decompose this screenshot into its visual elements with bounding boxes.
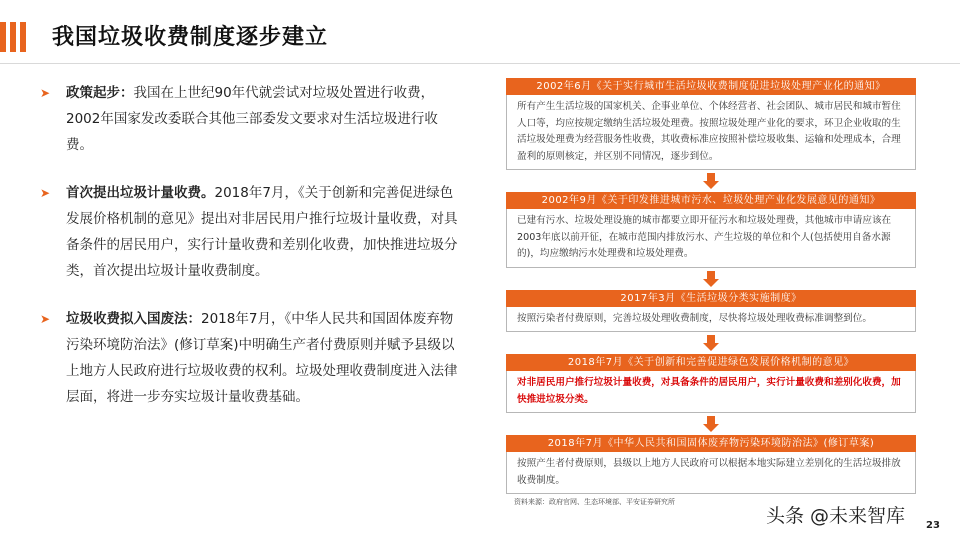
header-divider — [0, 63, 960, 64]
page-number: 23 — [926, 520, 940, 531]
timeline-step-body-highlight: 对非居民用户推行垃圾计量收费，对具备条件的居民用户，实行计量收费和差别化收费，加快推进垃圾分类。 — [506, 371, 916, 413]
down-arrow-icon — [506, 170, 916, 192]
bullet-item — [40, 180, 458, 284]
bullet-text: 2018年7月，《关于创新和完善促进绿色发展价格机制的意见》提出对非居民用户推行垃圾计量收费，对具备条件的居民用户，实行计量收费和差别化收费，加快推进垃圾分类，首次提出垃圾计量收费制度。 — [66, 185, 458, 279]
timeline-step-header: 2017年3月《生活垃圾分类实施制度》 — [506, 290, 916, 307]
page-title: 我国垃圾收费制度逐步建立 — [52, 25, 329, 50]
timeline-step — [506, 435, 916, 494]
timeline-step — [506, 78, 916, 170]
timeline-step-body: 所有产生生活垃圾的国家机关、企事业单位、个体经营者、社会团队、城市居民和城市暂住人口等，均应按规定缴纳生活垃圾处理费。按照垃圾处理产业化的要求，环卫企业收取的生活垃圾处理费为经营服务性收费，其收费标准应按照补偿垃圾收集、运输和处理成本，合理盈利的原则核定，并区别不同情况，逐步到位。 — [506, 95, 916, 170]
timeline-step-body: 按照产生者付费原则，县级以上地方人民政府可以根据本地实际建立差别化的生活垃圾排放收费制度。 — [506, 452, 916, 494]
arrow-bullet-icon: ➤ — [40, 86, 51, 100]
policy-timeline — [506, 78, 916, 494]
timeline-step-header: 2018年7月《中华人民共和国固体废弃物污染环境防治法》(修订草案) — [506, 435, 916, 452]
accent-bar — [0, 22, 6, 52]
arrow-bullet-icon: ➤ — [40, 312, 51, 326]
watermark-text: 头条 @未来智库 — [766, 505, 906, 527]
timeline-step-body: 已建有污水、垃圾处理设施的城市都要立即开征污水和垃圾处理费，其他城市申请应该在2003年底以前开征，在城市范围内排放污水、产生垃圾的单位和个人(包括使用自备水源的)，均应缴纳污水处理费和垃圾处理费。 — [506, 209, 916, 268]
timeline-step-header: 2002年9月《关于印发推进城市污水、垃圾处理产业化发展意见的通知》 — [506, 192, 916, 209]
timeline-step-header: 2018年7月《关于创新和完善促进绿色发展价格机制的意见》 — [506, 354, 916, 371]
bullet-text: 我国在上世纪90年代就尝试对垃圾处置进行收费，2002年国家发改委联合其他三部委发文要求对生活垃圾进行收费。 — [66, 85, 438, 153]
arrow-bullet-icon: ➤ — [40, 186, 51, 200]
timeline-step-header: 2002年6月《关于实行城市生活垃圾收费制度促进垃圾处理产业化的通知》 — [506, 78, 916, 95]
source-note: 资料来源：政府官网、生态环境部、平安证券研究所 — [514, 498, 675, 506]
bullet-item — [40, 306, 458, 410]
timeline-step — [506, 290, 916, 333]
timeline-step-body: 按照污染者付费原则，完善垃圾处理收费制度，尽快将垃圾处理收费标准调整到位。 — [506, 307, 916, 333]
bullet-list — [40, 80, 458, 410]
bullet-lead: 政策起步： — [66, 85, 134, 101]
accent-bar — [20, 22, 26, 52]
down-arrow-icon — [506, 268, 916, 290]
title-accent-bars — [0, 22, 26, 52]
accent-bar — [10, 22, 16, 52]
down-arrow-icon — [506, 332, 916, 354]
timeline-step — [506, 354, 916, 413]
bullet-text: 2018年7月，《中华人民共和国固体废弃物污染环境防治法》(修订草案)中明确生产者付费原则并赋予县级以上地方人民政府进行垃圾收费的权利。垃圾处理收费制度进入法律层面，将进一步夯实垃圾计量收费基础。 — [66, 311, 458, 405]
bullet-item — [40, 80, 458, 158]
down-arrow-icon — [506, 413, 916, 435]
bullet-lead: 垃圾收费拟入国废法： — [66, 311, 201, 327]
timeline-step — [506, 192, 916, 268]
bullet-lead: 首次提出垃圾计量收费。 — [66, 185, 215, 201]
